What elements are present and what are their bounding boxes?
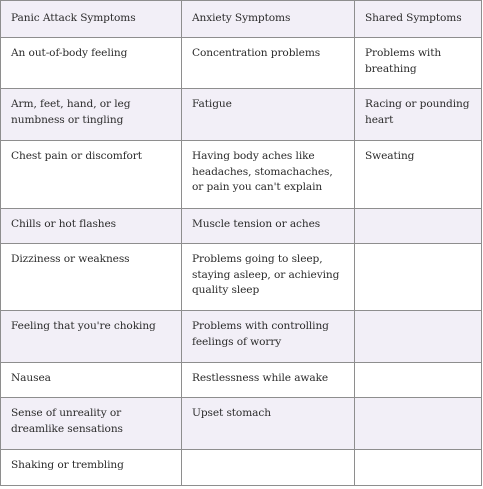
shared-cell xyxy=(355,311,482,363)
anxiety-cell: Restlessness while awake xyxy=(182,363,355,398)
header-shared: Shared Symptoms xyxy=(355,1,482,38)
anxiety-cell: Concentration problems xyxy=(182,38,355,89)
shared-cell xyxy=(355,244,482,311)
anxiety-cell: Fatigue xyxy=(182,89,355,141)
shared-cell: Problems with breathing xyxy=(355,38,482,89)
anxiety-cell: Upset stomach xyxy=(182,398,355,450)
panic-cell: Dizziness or weakness xyxy=(1,244,182,311)
table-row xyxy=(1,89,482,141)
panic-cell: Chest pain or discomfort xyxy=(1,141,182,209)
table-row xyxy=(1,398,482,450)
header-anxiety: Anxiety Symptoms xyxy=(182,1,355,38)
table-row xyxy=(1,450,482,486)
panic-cell: Arm, feet, hand, or leg numbness or tingling xyxy=(1,89,182,141)
anxiety-cell xyxy=(182,450,355,486)
panic-cell: Shaking or trembling xyxy=(1,450,182,486)
shared-cell xyxy=(355,398,482,450)
shared-cell xyxy=(355,209,482,244)
anxiety-cell: Muscle tension or aches xyxy=(182,209,355,244)
header-panic-attack: Panic Attack Symptoms xyxy=(1,1,182,38)
shared-cell: Racing or pounding heart xyxy=(355,89,482,141)
header-row xyxy=(1,1,482,38)
panic-cell: Chills or hot flashes xyxy=(1,209,182,244)
panic-cell: An out-of-body feeling xyxy=(1,38,182,89)
table-row xyxy=(1,209,482,244)
anxiety-cell: Problems with controlling feelings of worry xyxy=(182,311,355,363)
shared-cell xyxy=(355,450,482,486)
table-row xyxy=(1,38,482,89)
table-row xyxy=(1,363,482,398)
shared-cell xyxy=(355,363,482,398)
anxiety-cell: Problems going to sleep, staying asleep, or achieving quality sleep xyxy=(182,244,355,311)
panic-cell: Sense of unreality or dreamlike sensations xyxy=(1,398,182,450)
anxiety-cell: Having body aches like headaches, stomachaches, or pain you can't explain xyxy=(182,141,355,209)
panic-cell: Nausea xyxy=(1,363,182,398)
shared-cell: Sweating xyxy=(355,141,482,209)
table-row xyxy=(1,244,482,311)
table-row xyxy=(1,141,482,209)
table-row xyxy=(1,311,482,363)
panic-cell: Feeling that you're choking xyxy=(1,311,182,363)
